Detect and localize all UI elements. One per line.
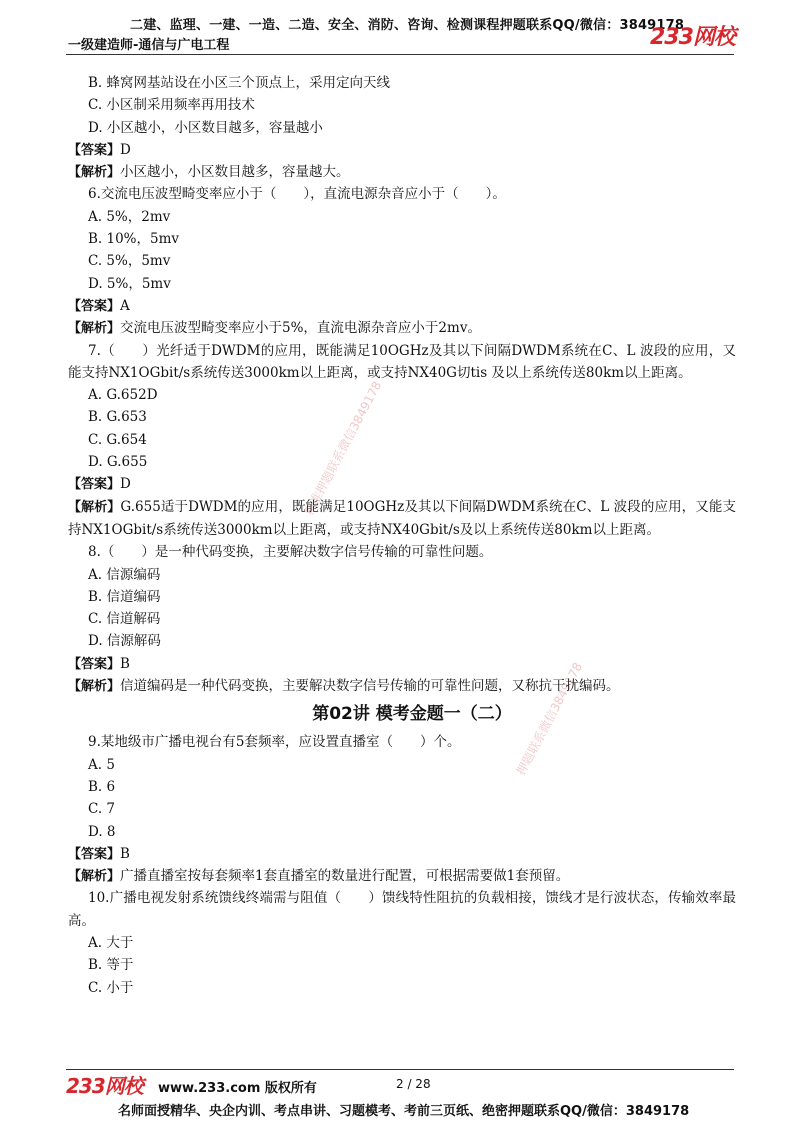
document-body: [68, 72, 736, 999]
option-line: D. 8: [88, 823, 116, 840]
answer-line: [68, 139, 736, 161]
answer-value: B: [120, 655, 130, 672]
option-line: B. 等于: [88, 957, 134, 974]
explanation-tag: 【解析】: [68, 165, 121, 181]
explanation-line: [68, 865, 736, 887]
header-subject: 一级建造师-通信与广电工程: [68, 38, 230, 53]
footer-divider: [66, 1069, 734, 1070]
option-line: C. 5%，5mv: [88, 253, 171, 270]
question-line: 10.广播电视发射系统馈线终端需与阻值（ ）馈线特性阻抗的负载相接，馈线才是行波状态，传输效率最高。: [68, 890, 736, 929]
option-line: B. 蜂窝网基站设在小区三个顶点上，采用定向天线: [88, 75, 391, 91]
section-heading: 第02讲 模考金题一（二）: [312, 704, 512, 725]
watermark-1: 精准押题联系微信3849178: [301, 378, 385, 518]
option-line: B. 6: [88, 778, 116, 795]
option-line: A. 信源编码: [88, 566, 161, 583]
explanation-text: 小区越小，小区数目越多，容量越大。: [120, 164, 350, 181]
explanation-line: [68, 317, 736, 339]
option-line: B. 10%，5mv: [88, 231, 180, 248]
explanation-tag: 【解析】: [68, 679, 121, 695]
option-line: C. 7: [88, 801, 116, 818]
page-number: 2 / 28: [396, 1077, 431, 1091]
option-line: C. 小于: [88, 979, 134, 996]
option-line: D. 5%，5mv: [88, 275, 171, 292]
footer-copyright[interactable]: www.233.com 版权所有: [158, 1081, 317, 1096]
answer-tag: 【答案】: [68, 477, 121, 493]
option-line: A. 5: [88, 756, 115, 773]
watermark-2: 押题联系微信3849178: [513, 660, 586, 778]
explanation-line: [68, 161, 736, 183]
explanation-tag: 【解析】: [68, 869, 121, 885]
answer-line: [68, 473, 736, 495]
footer-ad-text: 名师面授精华、央企内训、考点串讲、习题模考、考前三页纸、绝密押题联系QQ/微信：3849178: [118, 1104, 690, 1119]
answer-value: B: [120, 845, 130, 862]
answer-tag: 【答案】: [68, 142, 121, 158]
option-line: C. 小区制采用频率再用技术: [88, 97, 255, 114]
header-banner-text: 二建、监理、一建、一造、二造、安全、消防、咨询、检测课程押题联系QQ/微信：3849178: [130, 18, 685, 33]
header-divider: [66, 54, 734, 55]
explanation-line: [68, 675, 736, 697]
explanation-text: G.655适于DWDM的应用，既能满足10OGHz及其以下间隔DWDM系统在C、L 波段的应用，又能支持NX1OGbit/s系统传送3000km以上距离，或支持NX40Gbit/s及以上系统传送80km以上距离。: [68, 498, 736, 538]
option-line: C. G.654: [88, 431, 147, 448]
option-line: B. 信道编码: [88, 588, 161, 605]
question-line: 6.交流电压波型畸变率应小于（ ），直流电源杂音应小于（ ）。: [88, 186, 506, 203]
answer-tag: 【答案】: [68, 846, 121, 862]
answer-line: [68, 843, 736, 865]
option-line: A. G.652D: [88, 387, 158, 404]
site-logo[interactable]: 233网校: [650, 25, 735, 50]
question-line: 7.（ ）光纤适于DWDM的应用，既能满足10OGHz及其以下间隔DWDM系统在C、L 波段的应用，又能支持NX1OGbit/s系统传送3000km以上距离，或支持NX40G切tis 及以上系统传送80km以上距离。: [68, 342, 736, 381]
footer-logo[interactable]: 233网校: [66, 1074, 143, 1098]
explanation-text: 交流电压波型畸变率应小于5%，直流电源杂音应小于2mv。: [120, 320, 481, 337]
option-line: B. G.653: [88, 409, 147, 426]
option-line: D. G.655: [88, 454, 148, 471]
answer-line: [68, 653, 736, 675]
explanation-text: 广播直播室按每套频率1套直播室的数量进行配置，可根据需要做1套预留。: [120, 868, 570, 885]
answer-value: D: [120, 476, 131, 493]
explanation-tag: 【解析】: [68, 321, 121, 337]
answer-value: A: [120, 297, 130, 314]
answer-tag: 【答案】: [68, 298, 121, 314]
explanation-line: [68, 496, 736, 542]
option-line: A. 5%，2mv: [88, 208, 171, 225]
option-line: D. 小区越小，小区数目越多，容量越小: [88, 119, 323, 136]
question-line: 8.（ ）是一种代码变换，主要解决数字信号传输的可靠性问题。: [88, 544, 493, 561]
option-line: A. 大于: [88, 934, 134, 951]
option-line: C. 信道解码: [88, 611, 161, 628]
explanation-tag: 【解析】: [68, 499, 121, 515]
answer-line: [68, 295, 736, 317]
question-line: 9.某地级市广播电视台有5套频率，应设置直播室（ ）个。: [88, 734, 461, 751]
answer-tag: 【答案】: [68, 656, 121, 672]
answer-value: D: [120, 141, 131, 158]
option-line: D. 信源解码: [88, 633, 161, 650]
explanation-text: 信道编码是一种代码变换，主要解决数字信号传输的可靠性问题，又称抗干扰编码。: [120, 678, 620, 695]
